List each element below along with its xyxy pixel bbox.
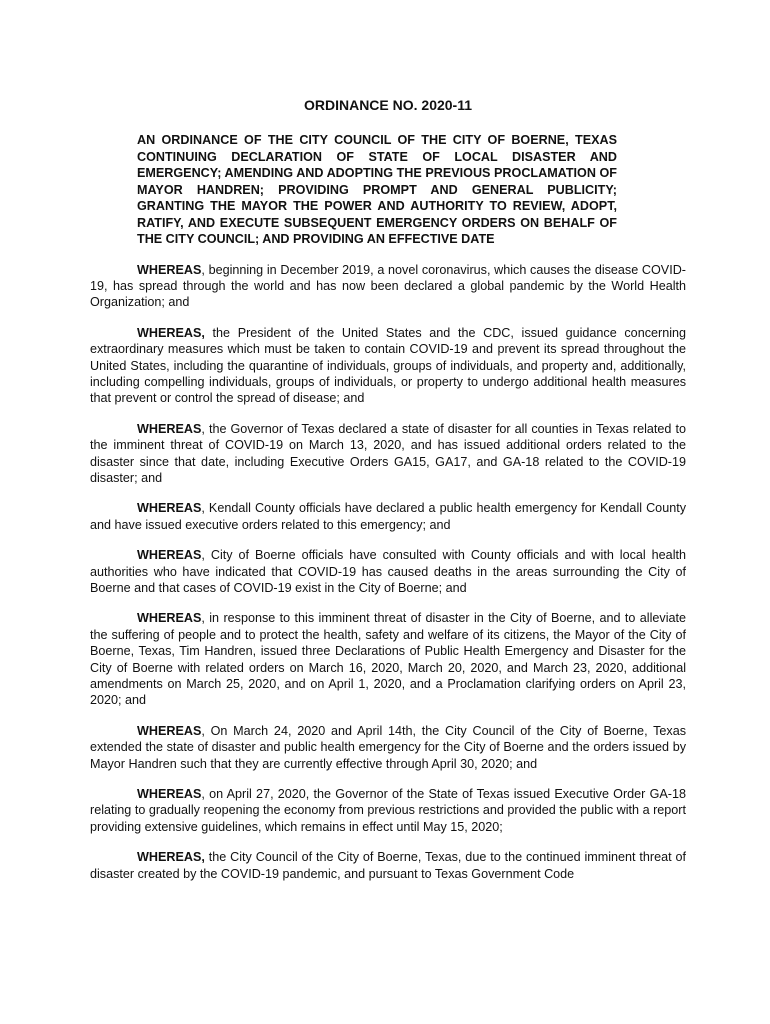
whereas-label: WHEREAS, xyxy=(137,850,205,865)
paragraph-text: the City Council of the City of Boerne, Texas, due to the continued imminent threat of disaster created by the COVID-19 pandemic, and pursuant to Texas Government Code xyxy=(90,850,686,881)
whereas-paragraph-7 xyxy=(90,723,686,772)
paragraph-text: , Kendall County officials have declared a public health emergency for Kendall County and have issued executive orders related to this emergency; and xyxy=(90,501,686,532)
whereas-paragraph-2 xyxy=(90,325,686,407)
ordinance-title: ORDINANCE NO. 2020-11 xyxy=(303,97,473,113)
whereas-paragraph-1 xyxy=(90,262,686,311)
whereas-paragraph-6 xyxy=(90,610,686,708)
paragraph-text: , in response to this imminent threat of disaster in the City of Boerne, and to alleviate the suffering of people and to protect the health, safety and welfare of its citizens, the Mayor of the City of Boerne, Texas, Tim Handren, issued three Declarations of Public Health Emergency and Disaster for the City of Boerne with related orders on March 16, 2020, March 20, 2020, and March 23, 2020, additional amendments on March 25, 2020, and on April 1, 2020, and a Proclamation clarifying orders on April 23, 2020; and xyxy=(90,611,686,708)
paragraph-text: , On March 24, 2020 and April 14th, the City Council of the City of Boerne, Texas extended the state of disaster and public health emergency for the City of Boerne and the orders issued by Mayor Handren such that they are currently effective through April 30, 2020; and xyxy=(90,723,686,771)
paragraph-text: , on April 27, 2020, the Governor of the State of Texas issued Executive Order GA-18 relating to gradually reopening the economy from previous restrictions and provided the public with a report providing extensive guidelines, which remains in effect until May 15, 2020; xyxy=(90,787,686,834)
ordinance-subtitle: AN ORDINANCE OF THE CITY COUNCIL OF THE CITY OF BOERNE, TEXAS CONTINUING DECLARATION OF STATE OF LOCAL DISASTER AND EMERGENCY; AMENDING AND ADOPTING THE PREVIOUS PROCLAMATION OF MAYOR HANDREN; PROVIDING PROMPT AND GENERAL PUBLICITY; GRANTING THE MAYOR THE POWER AND AUTHORITY TO REVIEW, ADOPT, RATIFY, AND EXECUTE SUBSEQUENT EMERGENCY ORDERS ON BEHALF OF THE CITY COUNCIL; AND PROVIDING AN EFFECTIVE DATE xyxy=(137,133,617,246)
whereas-label: WHEREAS xyxy=(137,548,202,563)
whereas-label: WHEREAS, xyxy=(137,325,205,340)
whereas-label: WHEREAS xyxy=(137,421,202,436)
whereas-label: WHEREAS xyxy=(137,262,202,277)
whereas-paragraph-9 xyxy=(90,849,686,882)
paragraph-text: , City of Boerne officials have consulted with County officials and with local health authorities who have indicated that COVID-19 has caused deaths in the areas surrounding the City of Boerne and that cases of COVID-19 exist in the City of Boerne; and xyxy=(90,548,686,595)
whereas-paragraph-8 xyxy=(90,786,686,835)
whereas-paragraph-4 xyxy=(90,500,686,533)
whereas-paragraph-3 xyxy=(90,421,686,487)
whereas-paragraph-5 xyxy=(90,547,686,596)
paragraph-text: , the Governor of Texas declared a state of disaster for all counties in Texas related to the imminent threat of COVID-19 on March 13, 2020, and has issued additional orders related to the disaster since that date, including Executive Orders GA15, GA17, and GA-18 related to the COVID-19 disaster; and xyxy=(90,421,686,485)
document-page xyxy=(90,96,686,896)
paragraph-text: , beginning in December 2019, a novel coronavirus, which causes the disease COVID-19, has spread through the world and has now been declared a global pandemic by the World Health Organization; and xyxy=(90,262,686,310)
whereas-label: WHEREAS xyxy=(137,611,202,626)
paragraph-text: the President of the United States and the CDC, issued guidance concerning extraordinary measures which must be taken to contain COVID-19 and prevent its spread throughout the United States, including the quarantine of individuals, groups of individuals, and property and, additionally, including compelling individuals, groups of individuals, or property to undergo additional health measures that prevent or control the spread of disease; and xyxy=(90,325,686,406)
whereas-label: WHEREAS xyxy=(137,723,202,738)
whereas-label: WHEREAS xyxy=(137,501,202,516)
whereas-label: WHEREAS xyxy=(137,787,202,802)
